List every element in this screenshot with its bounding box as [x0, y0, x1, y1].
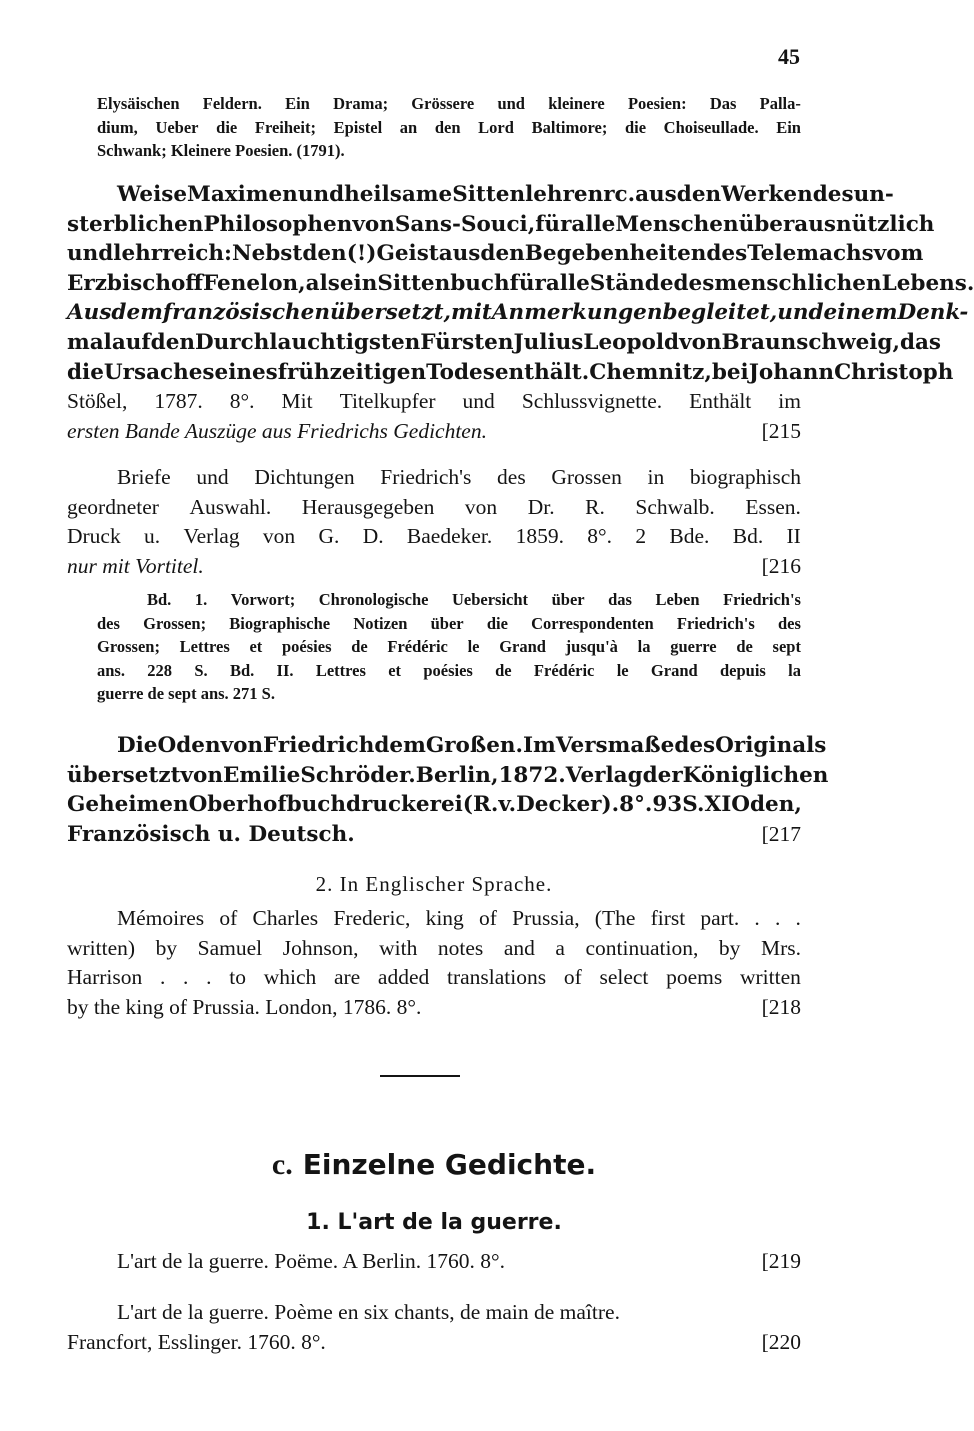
note-line: Bd. 1. Vorwort; Chronologische Uebersicht über das Leben Friedrich's	[147, 590, 801, 609]
entry-line: sterblichen Philosophen von Sans-Souci, für alle Menschen überaus nützlich	[67, 211, 935, 237]
section-divider	[380, 1075, 460, 1077]
entry-216	[67, 463, 801, 581]
entry-last-line	[67, 552, 801, 582]
entry-last-text: Französisch u. Deutsch.	[67, 821, 355, 847]
entry-last-text: by the king of Prussia. London, 1786. 8°.	[67, 994, 422, 1019]
entry-last-text: Francfort, Esslinger. 1760. 8°.	[67, 1329, 326, 1354]
entry-line: Mémoires of Charles Frederic, king of Prussia, (The first part. . . .	[117, 906, 801, 930]
entry-217	[67, 731, 829, 849]
entry-219	[67, 1247, 801, 1277]
entry-line: Die Oden von Friedrich dem Großen. Im Versmaße des Originals	[117, 733, 827, 758]
entry-number: [217	[761, 821, 801, 846]
entry-line: Weise Maximen und heilsame Sittenlehren rc. aus den Werken des un-	[117, 182, 894, 207]
entry-line: Geheimen Oberhofbuchdruckerei (R. v. Decker). 8°. 93 S. XI Oden,	[67, 792, 802, 818]
entry-line: Aus dem französischen übersetzt, mit Anmerkungen begleitet, und einem Denk-	[67, 300, 969, 326]
entry-line: die Ursache seines frühzeitigen Todes enthält. Chemnitz, bei Johann Christoph	[67, 359, 954, 385]
section-letter: c.	[271, 1148, 293, 1181]
entry-number: [220	[761, 1329, 801, 1354]
entry-last-line	[67, 417, 801, 447]
subsection-heading-art: 1. L'art de la guerre.	[306, 1210, 562, 1235]
entry-line: übersetzt von Emilie Schröder. Berlin, 1872. Verlag der Königlichen	[67, 762, 829, 788]
entry-last-text: nur mit Vortitel.	[67, 553, 204, 578]
entry-number: [215	[761, 418, 801, 443]
entry-218	[67, 904, 801, 1022]
subsection-heading-english: 2. In Englischer Sprache.	[315, 872, 553, 896]
entry-last-line	[67, 1247, 801, 1277]
entry-line: und lehrreich: Nebst den (!) Geist aus den Begebenheiten des Telemachs vom	[67, 241, 924, 267]
entry-number: [219	[761, 1249, 801, 1273]
note-line: dium, Ueber die Freiheit; Epistel an den Lord Baltimore; die Choiseullade. Ein	[97, 117, 801, 137]
note-line: guerre de sept ans. 271 S.	[97, 684, 275, 703]
entry-last-text: L'art de la guerre. Poëme. A Berlin. 1760. 8°.	[117, 1249, 506, 1273]
entry-line: L'art de la guerre. Poème en six chants, de main de maître.	[117, 1300, 620, 1324]
entry-216-note	[67, 588, 801, 706]
entry-215	[67, 180, 974, 446]
entry-number: [218	[761, 994, 801, 1019]
section-title: Einzelne Gedichte.	[302, 1148, 597, 1181]
note-line: des Grossen; Biographische Notizen über die Correspondenten Friedrich's des	[97, 613, 801, 633]
entry-last-line	[67, 1328, 801, 1358]
entry-number: [216	[761, 553, 801, 578]
page-number: 45	[778, 44, 800, 69]
note-line: Elysäischen Feldern. Ein Drama; Grössere und kleinere Poesien: Das Palla-	[97, 94, 801, 113]
note-line: Grossen; Lettres et poésies de Frédéric le Grand jusqu'à la guerre de sept	[97, 637, 801, 656]
entry-last-line	[67, 993, 801, 1023]
entry-line: Briefe und Dichtungen Friedrich's des Grossen in biographisch	[117, 465, 801, 489]
entry-last-line	[67, 820, 801, 850]
section-heading-c	[67, 1148, 801, 1182]
entry-line: Stößel, 1787. 8°. Mit Titelkupfer und Schlussvignette. Enthält im	[67, 389, 801, 414]
entry-line: geordneter Auswahl. Herausgegeben von Dr. R. Schwalb. Essen.	[67, 494, 801, 519]
entry-line: written) by Samuel Johnson, with notes and a continuation, by Mrs.	[67, 935, 801, 960]
note-line: ans. 228 S. Bd. II. Lettres et poésies de Frédéric le Grand depuis la	[97, 660, 801, 680]
entry-line: Druck u. Verlag von G. D. Baedeker. 1859. 8°. 2 Bde. Bd. II	[67, 524, 801, 549]
entry-last-text: ersten Bande Auszüge aus Friedrichs Gedichten.	[67, 418, 487, 443]
entry-220	[67, 1298, 801, 1357]
entry-line: Erzbischoff Fenelon, als ein Sittenbuch für alle Stände des menschlichen Lebens.	[67, 270, 974, 296]
entry-line: Harrison . . . to which are added translations of select poems written	[67, 965, 801, 990]
intro-note	[67, 92, 801, 163]
entry-line: mal auf den Durchlauchtigsten Fürsten Julius Leopold von Braunschweig, das	[67, 329, 942, 355]
note-line: Schwank; Kleinere Poesien. (1791).	[97, 141, 345, 160]
